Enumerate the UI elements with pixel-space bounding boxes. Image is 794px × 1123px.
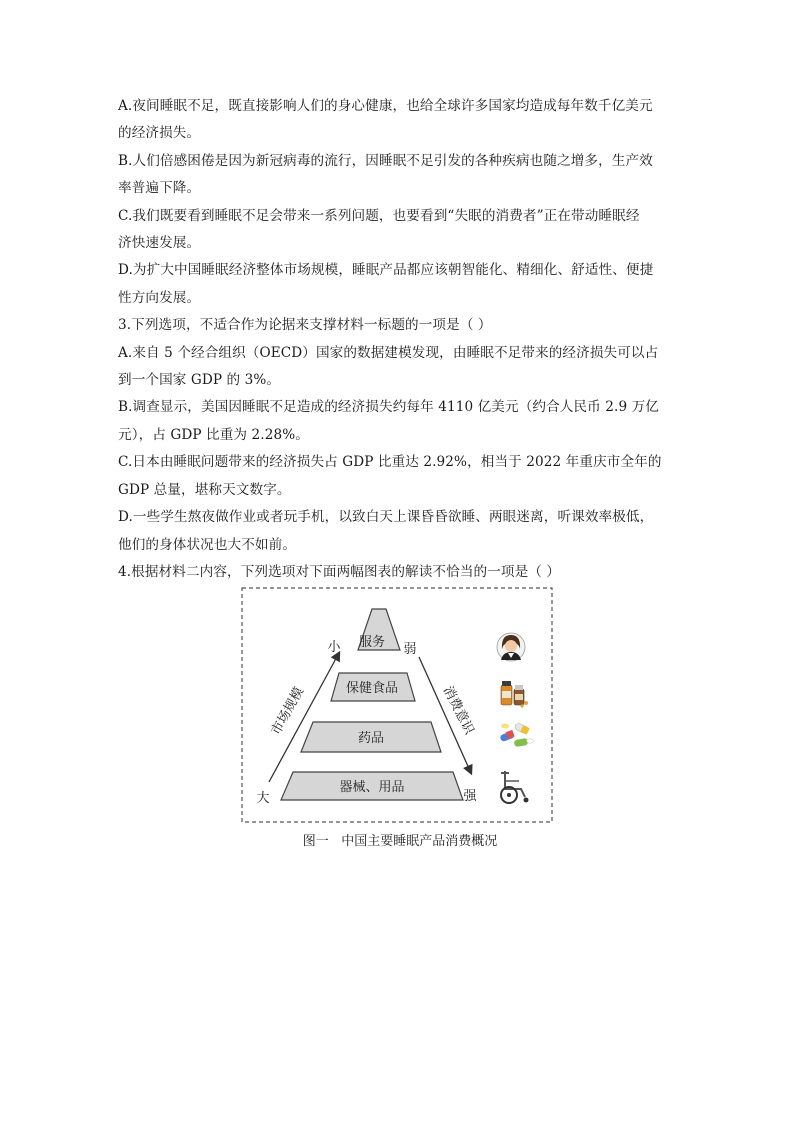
q3-option-a-line-1: A.来自 5 个经合组织（OECD）国家的数据建模发现，由睡眠不足带来的经济损失可以占	[118, 344, 659, 361]
pyramid-diagram	[241, 587, 553, 823]
tier-medicine-label: 药品	[357, 731, 385, 746]
q3-option-a-line-2: 到一个国家 GDP 的 3%。	[118, 372, 281, 389]
market-scale-top-label: 小	[327, 640, 341, 655]
tier-health-food-label: 保健食品	[345, 681, 399, 696]
consumer-awareness-label: 消费意识	[439, 683, 477, 737]
question-3-stem: 3.下列选项，不适合作为论据来支撑材料一标题的一项是（ ）	[118, 317, 492, 334]
option-b-line-1: B.人们倍感困倦是因为新冠病毒的流行，因睡眠不足引发的各种疾病也随之增多，生产效	[118, 152, 653, 169]
q3-option-d-line-2: 他们的身体状况也大不如前。	[118, 536, 297, 553]
tier-equipment-label: 器械、用品	[339, 780, 405, 795]
wheelchair-icon	[501, 771, 529, 803]
option-a-line-1: A.夜间睡眠不足，既直接影响人们的身心健康，也给全球许多国家均造成每年数千亿美元	[118, 98, 653, 114]
q3-option-b-line-1: B.调查显示，美国因睡眠不足造成的经济损失约每年 4110 亿美元（约合人民币 2.9 万亿	[118, 399, 659, 416]
option-c-line-1: C.我们既要看到睡眠不足会带来一系列问题，也要看到“失眠的消费者”正在带动睡眠经	[118, 207, 640, 224]
question-4-stem: 4.根据材料二内容，下列选项对下面两幅图表的解读不恰当的一项是（ ）	[118, 563, 561, 580]
option-a-line-2: 的经济损失。	[118, 125, 201, 142]
consumer-awareness-top-label: 弱	[403, 642, 417, 657]
q3-option-c-line-1: C.日本由睡眠问题带来的经济损失占 GDP 比重达 2.92%，相当于 2022 年重庆市全年的	[118, 454, 662, 471]
tier-service-label: 服务	[358, 635, 386, 650]
consumer-awareness-bottom-label: 强	[463, 789, 477, 804]
supplement-bottles-icon	[501, 681, 528, 708]
pills-icon	[499, 722, 533, 747]
question-text	[118, 93, 676, 586]
person-icon	[497, 633, 525, 661]
option-c-line-2: 济快速发展。	[118, 235, 201, 252]
option-d-line-1: D.为扩大中国睡眠经济整体市场规模，睡眠产品都应该朝智能化、精细化、舒适性、便捷	[118, 262, 654, 279]
q3-option-c-line-2: GDP 总量，堪称天文数字。	[118, 481, 291, 498]
pyramid-figure	[241, 587, 553, 823]
q3-option-d-line-1: D.一些学生熬夜做作业或者玩手机，以致白天上课昏昏欲睡、两眼迷离，听课效率极低，	[118, 509, 654, 526]
option-b-line-2: 率普遍下降。	[118, 180, 201, 197]
market-scale-bottom-label: 大	[256, 791, 270, 806]
q3-option-b-line-2: 元），占 GDP 比重为 2.28%。	[118, 426, 309, 443]
market-scale-label: 市场规模	[268, 684, 308, 738]
figure-caption: 图一 中国主要睡眠产品消费概况	[302, 834, 498, 849]
option-d-line-2: 性方向发展。	[118, 289, 201, 306]
